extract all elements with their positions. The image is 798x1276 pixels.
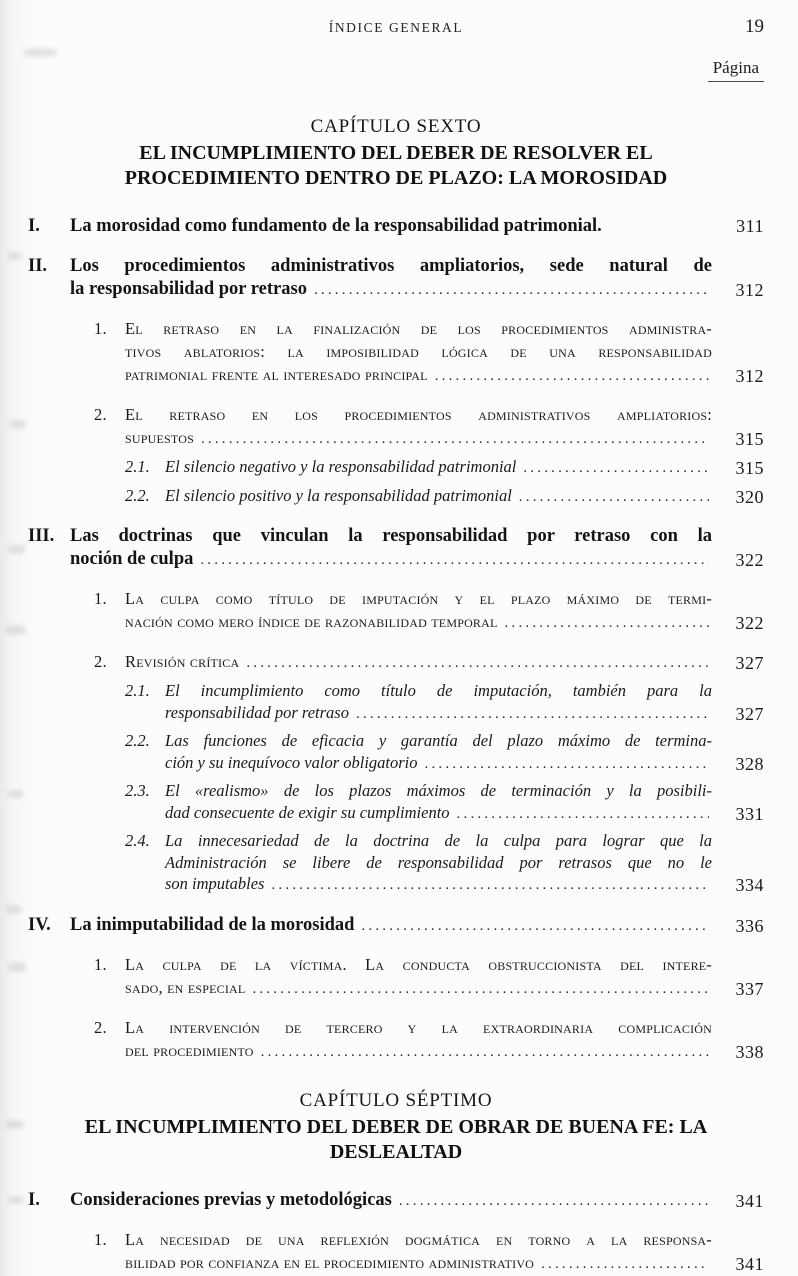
entry-text-last: responsabilidad por retraso <box>165 702 349 722</box>
entry-number: II. <box>28 256 48 276</box>
dot-leader <box>314 278 709 302</box>
entry-number: 2. <box>94 405 107 424</box>
entry-page: 320 <box>735 486 764 507</box>
toc-entry <box>94 403 764 451</box>
toc-entry <box>125 456 764 480</box>
entry-text-line: El retraso en la finalización de los procedimientos administra- <box>125 319 712 338</box>
dot-leader <box>505 610 709 635</box>
entry-text-line: Administración se libere de responsabilidad por retrasos que no le <box>165 852 712 872</box>
scan-artifact <box>6 905 22 914</box>
scan-artifact <box>10 420 26 429</box>
entry-text <box>70 255 712 302</box>
entry-text-line: Las funciones de eficacia y garantía del plazo máximo de termina- <box>165 731 712 750</box>
entry-page: 331 <box>735 803 764 824</box>
entry-text-line <box>165 873 712 897</box>
entry-text <box>125 1228 712 1276</box>
scan-artifact <box>24 48 58 57</box>
chapter-title-line: EL INCUMPLIMIENTO DEL DEBER DE RESOLVER EL <box>139 142 653 164</box>
entry-text-line <box>125 650 712 675</box>
entry-number: 1. <box>94 319 107 338</box>
entry-text-last: El silencio negativo y la responsabilidad patrimonial <box>165 457 517 476</box>
dot-leader <box>361 914 709 938</box>
chapter-title <box>28 1115 764 1165</box>
entry-page: 328 <box>735 753 764 774</box>
chapter-title-line: EL INCUMPLIMIENTO DEL DEBER DE OBRAR DE BUENA FE: LA <box>84 1115 708 1138</box>
entry-text-line <box>70 548 712 572</box>
entry-page: 341 <box>735 1253 764 1274</box>
toc-entry <box>125 680 764 725</box>
scan-artifact <box>6 625 26 635</box>
entry-text <box>70 215 712 238</box>
entry-text <box>125 1016 712 1064</box>
running-header <box>28 14 764 40</box>
dot-leader <box>541 1251 709 1276</box>
entry-text-last: patrimonial frente al interesado principal <box>125 365 428 384</box>
entry-number: I. <box>28 216 40 236</box>
entry-text-last: dad consecuente de exigir su cumplimiento <box>165 802 450 822</box>
dot-leader <box>457 802 709 826</box>
entry-page: 327 <box>735 653 764 673</box>
dot-leader <box>523 456 709 480</box>
entry-text <box>165 730 712 775</box>
entry-number: 2.2. <box>125 485 150 505</box>
dot-leader <box>356 702 709 726</box>
dot-leader <box>519 485 709 509</box>
chapter-heading: CAPÍTULO SEXTO <box>310 116 482 137</box>
entry-text-line: La intervención de tercero y la extraordinaria complicación <box>125 1017 712 1037</box>
entry-number: 2.1. <box>125 681 150 700</box>
toc-entry <box>28 525 764 572</box>
entry-page: 336 <box>735 915 764 936</box>
entry-page: 322 <box>735 613 764 633</box>
dot-leader <box>261 1039 709 1064</box>
entry-text-last: supuestos <box>125 428 194 447</box>
entry-text <box>165 780 712 825</box>
entry-text <box>165 485 712 509</box>
entry-text-line <box>165 485 712 509</box>
dot-leader <box>271 873 709 897</box>
page-column-header <box>28 58 764 90</box>
entry-text <box>70 914 712 938</box>
dot-leader <box>246 650 709 675</box>
dot-leader <box>425 752 709 776</box>
entry-text-line <box>125 976 712 1001</box>
entry-text <box>125 403 712 451</box>
entry-text-last: noción de culpa <box>70 549 194 569</box>
entry-page: 315 <box>735 429 764 449</box>
entry-text-line <box>125 1251 712 1276</box>
table-of-contents <box>28 116 764 1276</box>
entry-page: 338 <box>735 1041 764 1062</box>
entry-text <box>125 650 712 675</box>
entry-number: 2.2. <box>125 731 150 750</box>
scan-artifact <box>8 545 26 554</box>
page-column-label: Página <box>708 58 764 82</box>
entry-number: I. <box>28 1189 40 1210</box>
entry-page: 312 <box>735 280 764 300</box>
entry-page: 312 <box>735 366 764 386</box>
toc-entry <box>125 780 764 825</box>
toc-entry <box>94 953 764 1001</box>
entry-page: 334 <box>735 875 764 895</box>
entry-text-line: El incumplimiento como título de imputación, también para la <box>165 681 712 700</box>
toc-entry <box>94 317 764 388</box>
entry-text-line <box>70 215 712 238</box>
entry-text-line <box>165 752 712 776</box>
entry-text-line: El «realismo» de los plazos máximos de terminación y la posibili- <box>165 781 712 800</box>
entry-text-last: ción y su inequívoco valor obligatorio <box>165 752 418 772</box>
entry-text-last: nación como mero índice de razonabilidad temporal <box>125 612 498 631</box>
entry-text-line <box>165 702 712 726</box>
scan-artifact <box>8 1196 24 1204</box>
entry-text-last: La morosidad como fundamento de la responsabilidad patrimonial. <box>70 216 602 236</box>
chapter-title-line: PROCEDIMIENTO DENTRO DE PLAZO: LA MOROSIDAD <box>124 167 668 189</box>
entry-text-line: La innecesariedad de la doctrina de la culpa para lograr que la <box>165 831 712 850</box>
entry-text <box>165 680 712 725</box>
toc-entry <box>94 650 764 675</box>
dot-leader <box>435 363 709 388</box>
entry-text-line <box>165 802 712 826</box>
toc-entry <box>125 730 764 775</box>
entry-text-line: La culpa como título de imputación y el plazo máximo de termi- <box>125 589 712 608</box>
entry-number: 2.4. <box>125 831 150 850</box>
dot-leader <box>252 976 709 1001</box>
entry-text <box>125 317 712 388</box>
entry-number: 1. <box>94 954 107 974</box>
toc-entry <box>94 587 764 635</box>
entry-page: 341 <box>735 1190 764 1211</box>
entry-number: III. <box>28 526 55 546</box>
toc-entry <box>28 1189 764 1213</box>
entry-page: 322 <box>735 550 764 570</box>
toc-entry <box>28 914 764 938</box>
dot-leader <box>201 426 709 451</box>
entry-text-line: tivos ablatorios: la imposibilidad lógica de una responsabilidad <box>125 342 712 361</box>
entry-text-line <box>125 610 712 635</box>
entry-number: 2. <box>94 1017 107 1037</box>
scan-artifact <box>8 790 24 798</box>
entry-text-last: del procedimiento <box>125 1040 254 1060</box>
entry-text-line <box>165 456 712 480</box>
entry-text-last: Consideraciones previas y metodológicas <box>70 1189 392 1210</box>
toc-entry <box>28 255 764 302</box>
toc-entry <box>28 215 764 238</box>
entry-text-line <box>125 1039 712 1064</box>
scan-artifact <box>6 1120 24 1129</box>
entry-page: 337 <box>735 978 764 999</box>
entry-number: 2.3. <box>125 781 150 800</box>
entry-text <box>70 525 712 572</box>
page-number: 19 <box>745 16 764 37</box>
entry-text-line: La culpa de la víctima. La conducta obstruccionista del intere- <box>125 954 712 974</box>
entry-text <box>165 456 712 480</box>
entry-number: 2.1. <box>125 457 150 476</box>
entry-page: 311 <box>736 216 764 236</box>
entry-text <box>70 1189 712 1213</box>
entry-text-last: sado, en especial <box>125 977 246 997</box>
entry-text-line: Las doctrinas que vinculan la responsabilidad por retraso con la <box>70 526 712 546</box>
entry-text-line <box>70 278 712 302</box>
entry-text-line: El retraso en los procedimientos administrativos ampliatorios: <box>125 405 712 424</box>
entry-text-line <box>125 363 712 388</box>
toc-entry <box>125 830 764 897</box>
entry-text <box>125 587 712 635</box>
toc-entry <box>125 485 764 509</box>
dot-leader <box>399 1189 709 1213</box>
entry-text-line <box>70 914 712 938</box>
toc-entry <box>94 1016 764 1064</box>
entry-text-line <box>70 1189 712 1213</box>
toc-entry <box>94 1228 764 1276</box>
chapter-heading: CAPÍTULO SÉPTIMO <box>299 1089 493 1111</box>
entry-number: IV. <box>28 914 51 935</box>
entry-text-last: la responsabilidad por retraso <box>70 279 307 299</box>
entry-text-line <box>125 426 712 451</box>
entry-text <box>165 830 712 897</box>
entry-text-last: bilidad por confianza en el procedimiento administrativo <box>125 1252 535 1272</box>
dot-leader <box>200 548 709 572</box>
entry-number: 1. <box>94 1229 107 1249</box>
entry-text-last: El silencio positivo y la responsabilidad patrimonial <box>165 485 512 505</box>
chapter-title <box>28 141 764 191</box>
entry-text <box>125 953 712 1001</box>
entry-number: 2. <box>94 652 107 671</box>
entry-text-last: Revisión crítica <box>125 652 240 671</box>
entry-text-last: La inimputabilidad de la morosidad <box>70 914 355 935</box>
entry-text-line: Los procedimientos administrativos ampliatorios, sede natural de <box>70 256 712 276</box>
running-header-title: ÍNDICE GENERAL <box>328 20 464 35</box>
entry-text-last: son imputables <box>165 874 265 893</box>
scan-artifact <box>8 962 26 972</box>
entry-number: 1. <box>94 589 107 608</box>
entry-page: 327 <box>735 703 764 724</box>
scan-artifact <box>8 252 22 260</box>
entry-page: 315 <box>735 458 764 478</box>
chapter-title-line: DESLEALTAD <box>329 1140 463 1163</box>
entry-text-line: La necesidad de una reflexión dogmática en torno a la responsa- <box>125 1229 712 1249</box>
